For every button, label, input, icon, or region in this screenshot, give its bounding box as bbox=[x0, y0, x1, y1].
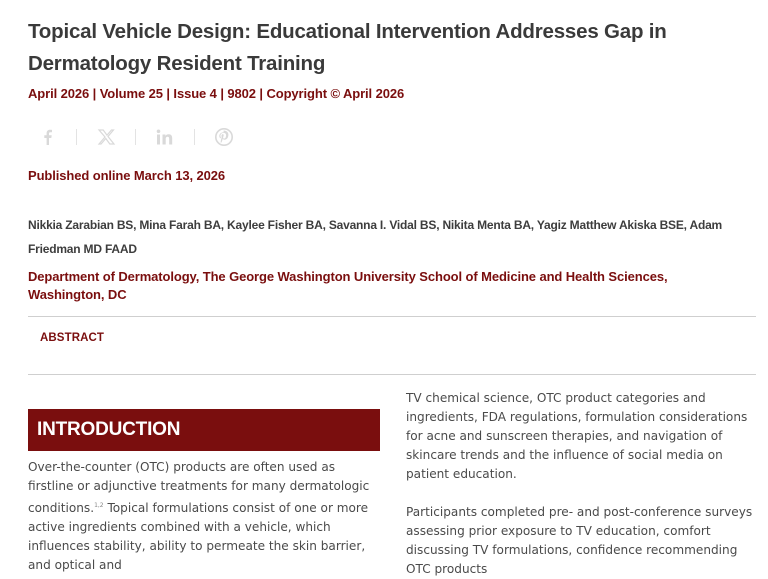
x-icon[interactable] bbox=[95, 126, 117, 148]
right-column bbox=[406, 389, 758, 579]
intro-text-start: Over-the-counter (OTC) products are often used as firstline or adjunctive treatments for many dermatologic conditions. bbox=[28, 460, 370, 515]
intro-text-continued: Topical formulations consist of one or more active ingredients combined with a vehicle, which influences stability, ability to permeate the skin barrier, and optical and bbox=[28, 501, 369, 572]
introduction-heading: INTRODUCTION bbox=[28, 409, 380, 451]
linkedin-icon[interactable] bbox=[154, 126, 176, 148]
survey-paragraph: Participants completed pre- and post-conference surveys assessing prior exposure to TV education, comfort discussing TV formulations, confidence recommending OTC products bbox=[406, 505, 753, 576]
share-bar bbox=[36, 124, 235, 150]
share-divider bbox=[135, 129, 136, 145]
introduction-paragraph bbox=[28, 458, 384, 575]
article-title: Topical Vehicle Design: Educational Intervention Addresses Gap in Dermatology Resident Training bbox=[28, 20, 667, 75]
pinterest-icon[interactable] bbox=[213, 126, 235, 148]
issue-info: April 2026 | Volume 25 | Issue 4 | 9802 | Copyright © April 2026 bbox=[28, 86, 405, 101]
published-date: Published online March 13, 2026 bbox=[28, 168, 226, 183]
author-list: Nikkia Zarabian BS, Mina Farah BA, Kaylee Fisher BA, Savanna I. Vidal BS, Nikita Menta BA, Yagiz Matthew Akiska BSE, Adam Friedman MD FAAD bbox=[28, 218, 723, 256]
share-divider bbox=[194, 129, 195, 145]
facebook-icon[interactable] bbox=[36, 126, 58, 148]
share-divider bbox=[76, 129, 77, 145]
citation-reference[interactable]: 1,2 bbox=[94, 502, 104, 509]
methods-paragraph: TV chemical science, OTC product categories and ingredients, FDA regulations, formulation considerations for acne and sunscreen therapies, and navigation of skincare trends and the influence of social media on patient education. bbox=[406, 391, 748, 481]
section-divider bbox=[28, 316, 756, 317]
author-affiliation: Department of Dermatology, The George Washington University School of Medicine and Health Sciences, Washington, DC bbox=[28, 269, 668, 302]
abstract-toggle[interactable]: ABSTRACT bbox=[40, 332, 105, 344]
section-divider bbox=[28, 374, 756, 375]
